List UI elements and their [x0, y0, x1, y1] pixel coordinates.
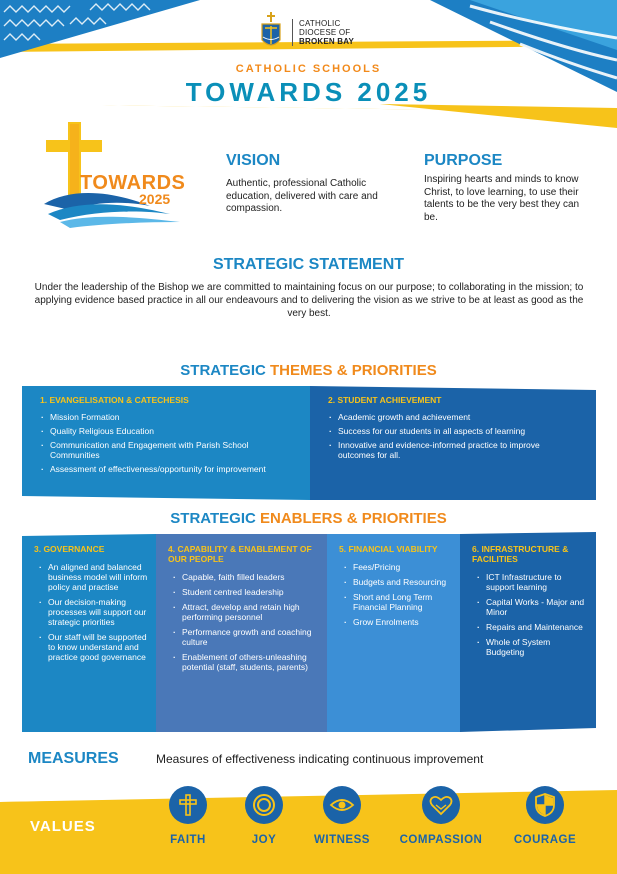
value-witness [297, 786, 387, 846]
theme-1-title: 1. EVANGELISATION & CATECHESIS [40, 395, 189, 405]
list-item: · Success for our students in all aspects of learning [328, 426, 586, 436]
diocese-line-2: DIOCESE OF [299, 27, 351, 37]
list-item: · Budgets and Resourcing [343, 577, 454, 587]
enabler-5-title: 5. FINANCIAL VIABILITY [339, 544, 438, 554]
list-item: · Our staff will be supported to know understand and practice good governance [38, 632, 150, 662]
list-item: · Assessment of effectiveness/opportunity for improvement [40, 464, 270, 474]
value-joy [219, 786, 309, 846]
value-courage [500, 786, 590, 846]
enablers-title-part1: STRATEGIC [170, 510, 261, 527]
logo-year: 2025 [139, 191, 171, 207]
measures-title: MEASURES [28, 750, 119, 767]
diocese-name [292, 19, 354, 46]
list-item: · Enablement of others-unleashing potential (staff, students, parents) [172, 652, 321, 672]
value-compassion [396, 786, 486, 846]
enablers-title [0, 510, 617, 527]
enabler-3-title: 3. GOVERNANCE [34, 544, 105, 554]
list-item: · Our decision-making processes will support our strategic priorities [38, 597, 150, 627]
strategic-statement-title: STRATEGIC STATEMENT [212, 256, 405, 273]
list-item: · Whole of System Budgeting [476, 637, 590, 657]
joy-circle-icon [245, 786, 283, 824]
logo-word: TOWARDS [80, 172, 186, 194]
theme-student-achievement [310, 386, 596, 500]
heart-hands-icon [422, 786, 460, 824]
enabler-4-title: 4. CAPABILITY & ENABLEMENT OF OUR PEOPLE [168, 544, 312, 564]
themes-title-part2: THEMES & PRIORITIES [270, 362, 437, 379]
list-item: · Capable, faith filled leaders [172, 572, 321, 582]
purpose-title: PURPOSE [424, 152, 503, 169]
list-item: · Short and Long Term Financial Planning [343, 592, 454, 612]
list-item: · Fees/Pricing [343, 562, 454, 572]
theme-evangelisation [22, 386, 310, 500]
enabler-3-items [34, 562, 150, 662]
value-label: FAITH [170, 834, 206, 846]
themes-title [0, 362, 617, 379]
list-item: · Student centred leadership [172, 587, 321, 597]
list-item: · Performance growth and coaching culture [172, 627, 321, 647]
measures-text: Measures of effectiveness indicating continuous improvement [156, 752, 484, 766]
header [0, 0, 617, 130]
cross-icon [169, 786, 207, 824]
value-label: JOY [251, 834, 277, 846]
list-item: · Innovative and evidence-informed practice to improve outcomes for all. [328, 440, 568, 460]
list-item: · Mission Formation [40, 412, 300, 422]
theme-1-items [40, 412, 300, 474]
vision-title: VISION [226, 152, 281, 169]
enablers-title-part2: ENABLERS & PRIORITIES [260, 510, 447, 527]
enabler-infrastructure [460, 532, 596, 732]
list-item: · An aligned and balanced business model will inform policy and practise [38, 562, 150, 592]
themes-title-part1: STRATEGIC [180, 362, 271, 379]
diocese-crest-icon [256, 10, 286, 54]
list-item: · Grow Enrolments [343, 617, 454, 627]
value-label: COURAGE [513, 834, 577, 846]
theme-2-items [328, 412, 586, 460]
diocese-line-3: BROKEN BAY [299, 36, 355, 46]
list-item: · Communication and Engagement with Parish School Communities [40, 440, 270, 460]
diocese-line-1: CATHOLIC [299, 18, 341, 28]
shield-icon [526, 786, 564, 824]
header-title: TOWARDS 2025 [185, 77, 432, 107]
enabler-6-title: 6. INFRASTRUCTURE & FACILITIES [472, 544, 569, 564]
theme-2-title: 2. STUDENT ACHIEVEMENT [328, 395, 442, 405]
enabler-5-items [339, 562, 454, 627]
header-subtitle: CATHOLIC SCHOOLS [235, 63, 382, 75]
list-item: · Quality Religious Education [40, 426, 300, 436]
vision-text: Authentic, professional Catholic education, delivered with care and compassion. [226, 178, 378, 214]
list-item: · Academic growth and achievement [328, 412, 586, 422]
enabler-6-items [472, 572, 590, 657]
enabler-4-items [168, 572, 321, 672]
strategic-statement-text: Under the leadership of the Bishop we are committed to maintaining focus on our purpose; to collaborating in the mission; to applying evidence based practice in all our endeavours and to delivering the vision as we strive to be at least as good as the very best. [34, 282, 584, 319]
purpose-text: Inspiring hearts and minds to know Christ, to love learning, to use their talents to be the very best they can be. [424, 174, 580, 223]
enablers-panel [22, 532, 596, 732]
list-item: · Attract, develop and retain high performing personnel [172, 602, 321, 622]
list-item: · Capital Works - Major and Minor [476, 597, 590, 617]
value-label: WITNESS [314, 834, 370, 846]
enabler-governance [22, 532, 156, 732]
enabler-capability [156, 532, 327, 732]
eye-icon [323, 786, 361, 824]
list-item: · ICT Infrastructure to support learning [476, 572, 590, 592]
list-item: · Repairs and Maintenance [476, 622, 590, 632]
diocese-logo [256, 10, 354, 54]
value-label: COMPASSION [399, 834, 483, 846]
enabler-financial [327, 532, 460, 732]
values-label: VALUES [30, 818, 96, 835]
themes-panel [22, 386, 596, 500]
